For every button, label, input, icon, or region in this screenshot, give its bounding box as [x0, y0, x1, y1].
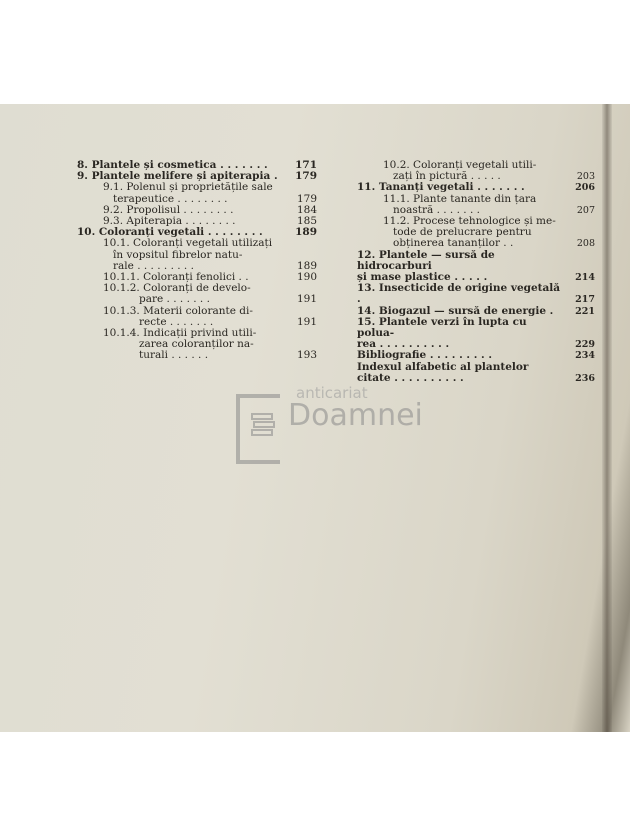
toc-entry-page: 189	[296, 259, 317, 272]
toc-entry	[357, 250, 595, 272]
toc-entry-title: terapeutice . . . . . . . .	[113, 192, 228, 205]
toc-entry-title: 15. Plantele verzi în lupta cu polua-	[357, 315, 527, 340]
toc-entry-title: citate . . . . . . . . . .	[357, 371, 464, 384]
toc-entry-title: tode de prelucrare pentru	[393, 226, 532, 239]
books-icon	[251, 412, 275, 438]
toc-entry-title: 8. Plantele și cosmetica . . . . . . .	[77, 159, 268, 171]
toc-entry-title: recte . . . . . . .	[139, 315, 214, 328]
toc-entry	[357, 350, 595, 361]
toc-entry-title: 9. Plantele melifere și apiterapia .	[77, 170, 278, 183]
toc-entry-title: 10. Coloranți vegetali . . . . . . . .	[77, 226, 263, 239]
toc-entry-page: 208	[576, 238, 595, 250]
toc-entry-title: zați în pictură . . . . .	[393, 170, 501, 183]
toc-entry-title: 9.1. Polenul și proprietățile sale	[103, 181, 273, 194]
toc-right-column	[357, 160, 595, 384]
toc-entry-title: 10.2. Coloranți vegetali utili-	[383, 159, 537, 171]
toc-entry-title: 14. Biogazul — sursă de energie .	[357, 304, 554, 317]
toc-entry-title: 9.2. Propolisul . . . . . . . .	[103, 203, 234, 216]
toc-entry-title: rale . . . . . . . . .	[113, 259, 194, 272]
toc-entry	[357, 182, 595, 193]
toc-entry	[77, 182, 317, 193]
toc-entry-title: și mase plastice . . . . .	[357, 271, 488, 284]
toc-entry	[357, 317, 595, 339]
toc-entry-page: 236	[575, 372, 595, 384]
toc-entry-title: 11.1. Plante tanante din țara	[383, 192, 537, 205]
toc-entry-title: 11. Tananți vegetali . . . . . . .	[357, 181, 525, 194]
toc-entry-title: 9.3. Apiterapia . . . . . . . .	[103, 215, 236, 228]
toc-entry-page: 189	[295, 226, 317, 239]
toc-entry-page: 193	[296, 349, 317, 362]
toc-entry-title: zarea coloranților na-	[139, 338, 254, 351]
toc-entry-title: 10.1.3. Materii colorante di-	[103, 304, 253, 317]
toc-entry-title: 13. Insecticide de origine vegetală .	[357, 282, 561, 306]
toc-entry-title: Bibliografie . . . . . . . . .	[357, 349, 492, 362]
toc-entry	[77, 350, 317, 361]
toc-entry-page: 217	[575, 294, 595, 306]
toc-entry-page: 229	[575, 339, 595, 351]
toc-entry-title: obținerea tananților . .	[393, 237, 514, 250]
watermark-logo	[236, 384, 423, 464]
toc-entry-page: 206	[575, 182, 595, 194]
toc-entry-title: în vopsitul fibrelor natu-	[113, 248, 243, 261]
toc-entry	[357, 373, 595, 384]
toc-entry-title: turali . . . . . .	[139, 349, 209, 362]
watermark-title: Doamnei	[288, 398, 423, 433]
watermark-subtitle: anticariat	[296, 384, 368, 402]
toc-entry-title: 10.1.2. Coloranți de develo-	[103, 282, 251, 295]
toc-entry	[77, 294, 317, 305]
toc-entry-title: pare . . . . . . .	[139, 293, 210, 306]
toc-entry-page: 234	[575, 350, 595, 362]
toc-left-column	[77, 160, 317, 362]
toc-entry-page: 179	[295, 170, 317, 183]
toc-entry-page: 179	[296, 192, 317, 205]
toc-entry-page: 214	[575, 272, 595, 284]
toc-entry-page: 184	[296, 203, 317, 216]
toc-entry-page: 171	[295, 159, 317, 171]
toc-entry-title: 10.1. Coloranți vegetali utilizați	[103, 237, 273, 250]
toc-entry-page: 207	[576, 204, 595, 216]
toc-entry-page: 190	[296, 271, 317, 284]
toc-entry	[357, 283, 595, 305]
toc-entry-title: 10.1.4. Indicații privind utili-	[103, 327, 257, 340]
toc-entry-page: 191	[296, 315, 317, 328]
toc-entry-title: rea . . . . . . . . . .	[357, 338, 450, 351]
toc-entry	[357, 238, 595, 249]
toc-entry-title: 11.2. Procese tehnologice și me-	[383, 215, 556, 228]
toc-entry-title: noastră . . . . . . .	[393, 203, 480, 216]
toc-entry-page: 203	[576, 171, 595, 183]
toc-entry-title: 12. Plantele — sursă de hidrocarburi	[357, 248, 495, 272]
book-spine-edge	[602, 104, 612, 732]
toc-entry	[77, 238, 317, 249]
toc-entry-page: 221	[575, 305, 595, 317]
toc-entry-title: Indexul alfabetic al plantelor	[357, 360, 529, 373]
toc-entry-page: 191	[296, 293, 317, 306]
toc-entry-title: 10.1.1. Coloranți fenolici . .	[103, 271, 249, 284]
toc-entry-page: 185	[296, 215, 317, 228]
